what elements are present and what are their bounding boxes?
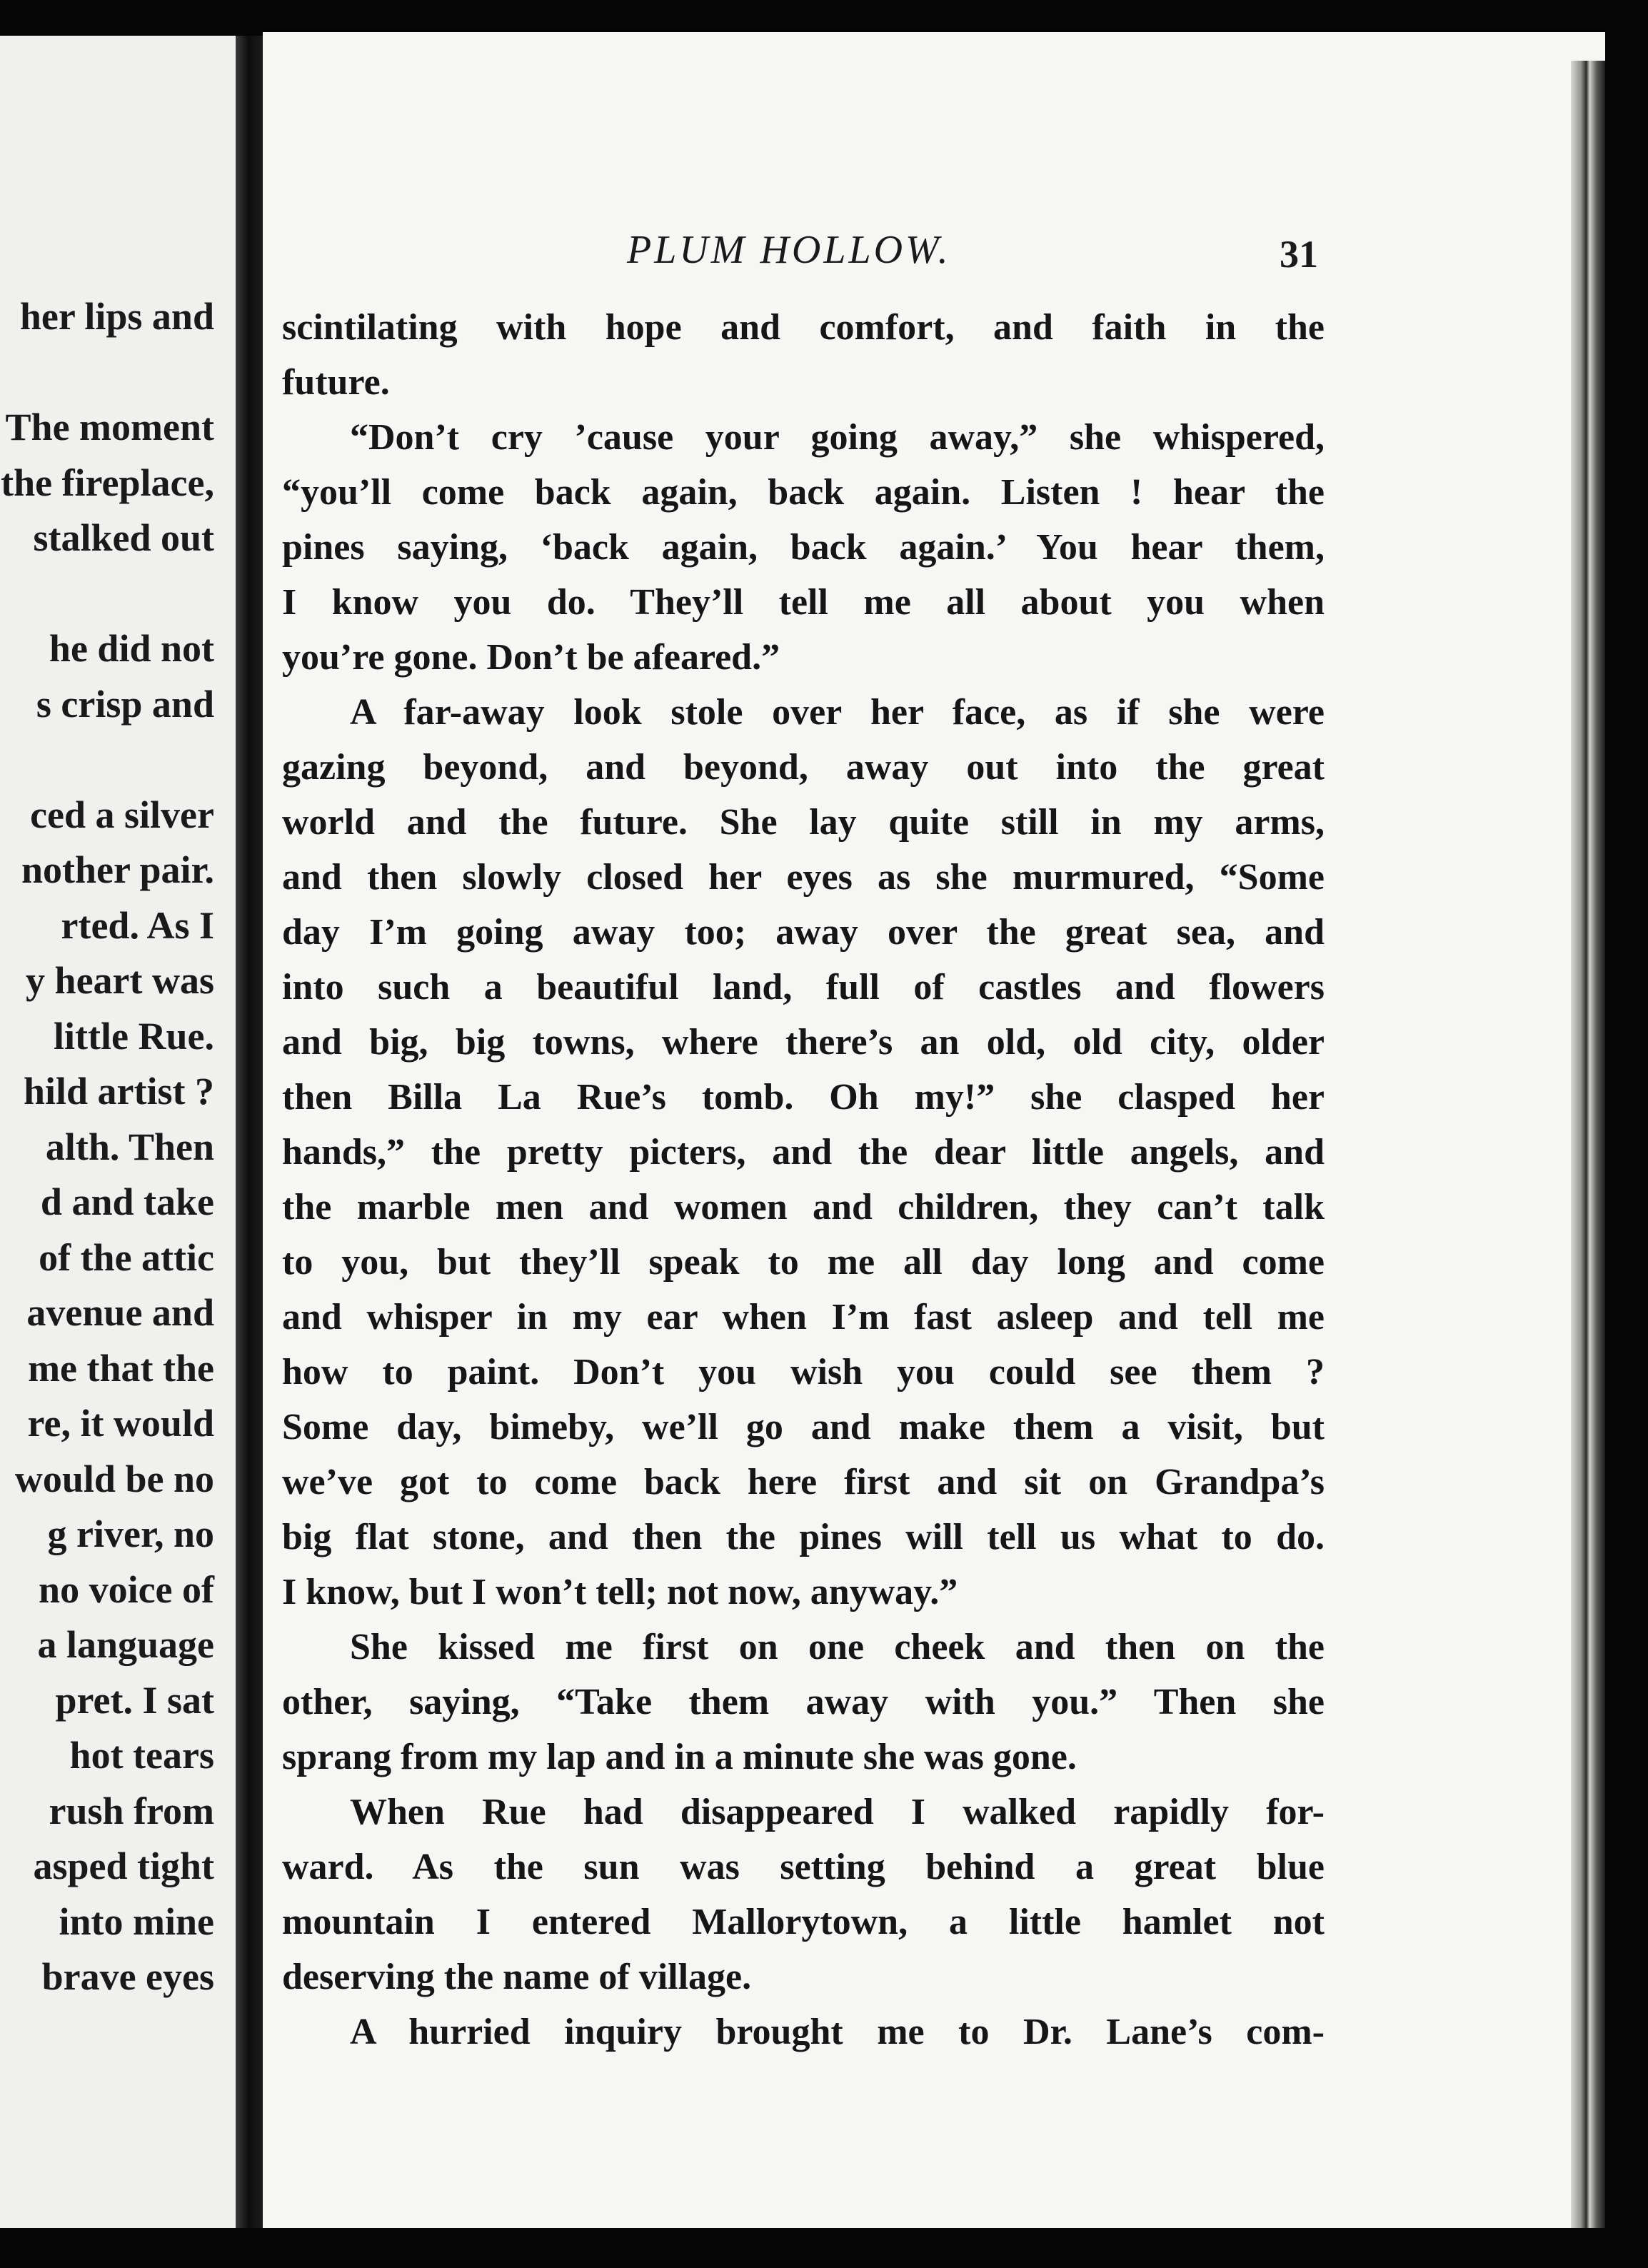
text-line: I know you do. They’ll tell me all about you when (282, 582, 1325, 623)
text-line: future. (282, 362, 390, 403)
left-page-line: a language (37, 1623, 214, 1666)
left-page-line (1, 732, 214, 788)
book-gutter (236, 36, 264, 2232)
left-page-line: stalked out (33, 516, 214, 559)
scan-right-border (1605, 0, 1648, 2268)
text-line: “you’ll come back again, back again. Listen ! hear the (282, 472, 1325, 513)
text-line: I know, but I won’t tell; not now, anyway.” (282, 1572, 958, 1612)
text-line: how to paint. Don’t you wish you could see them ? (282, 1352, 1325, 1393)
text-line: deserving the name of village. (282, 1957, 752, 1997)
left-page-line: the fireplace, (1, 461, 214, 504)
text-line: then Billa La Rue’s tomb. Oh my!” she clasped her (282, 1077, 1325, 1118)
left-page-line: re, it would (27, 1402, 214, 1445)
text-line: the marble men and women and children, they can’t talk (282, 1187, 1325, 1228)
left-page-line: d and take (40, 1180, 214, 1223)
text-line: world and the future. She lay quite still in my arms, (282, 802, 1325, 843)
left-page-line: brave eyes (41, 1955, 214, 1998)
left-page-line: her lips and (19, 295, 214, 338)
text-line: hands,” the pretty picters, and the dear little angels, and (282, 1132, 1325, 1173)
left-page-line: pret. I sat (55, 1678, 214, 1722)
left-page-line: no voice of (39, 1567, 214, 1611)
text-line: and big, big towns, where there’s an old, old city, older (282, 1022, 1325, 1063)
left-page-line (1, 345, 214, 401)
left-page-line: he did not (49, 627, 214, 670)
left-page-line: me that the (28, 1346, 214, 1390)
left-page-line: rted. As I (61, 903, 214, 947)
left-page-line (1, 566, 214, 622)
text-line: and then slowly closed her eyes as she murmured, “Some (282, 857, 1325, 898)
text-line: pines saying, ‘back again, back again.’ You hear them, (282, 527, 1325, 568)
text-line: sprang from my lap and in a minute she was gone. (282, 1737, 1077, 1777)
left-page-line: asped tight (33, 1845, 214, 1887)
left-page-line: alth. Then (45, 1125, 214, 1168)
left-page-line: would be no (14, 1457, 214, 1500)
text-line: scintilating with hope and comfort, and faith in the (282, 307, 1325, 348)
left-page-line: nother pair. (21, 848, 214, 891)
page-number: 31 (1280, 233, 1318, 276)
left-page-text (1, 289, 214, 2005)
left-page-line: The moment (5, 406, 214, 448)
left-page-line: hot tears (69, 1734, 214, 1777)
left-page-line: of the attic (39, 1235, 214, 1279)
left-page-line: into mine (59, 1900, 214, 1943)
text-line: into such a beautiful land, full of castles and flowers (282, 967, 1325, 1008)
text-line: mountain I entered Mallorytown, a little hamlet not (282, 1902, 1325, 1942)
page-body-text (282, 300, 1325, 2059)
text-line: Some day, bimeby, we’ll go and make them a visit, but (282, 1407, 1325, 1447)
text-line: to you, but they’ll speak to me all day long and come (282, 1242, 1325, 1283)
text-line: When Rue had disappeared I walked rapidly for- (350, 1792, 1325, 1832)
left-page-line: g river, no (47, 1512, 214, 1555)
left-page-line: ced a silver (30, 793, 214, 836)
left-page-line: hild artist ? (23, 1070, 214, 1113)
text-line: She kissed me first on one cheek and then on the (350, 1627, 1325, 1667)
text-line: “Don’t cry ’cause your going away,” she whispered, (350, 417, 1325, 458)
text-line: A far-away look stole over her face, as if she were (350, 692, 1325, 733)
scan-bottom-border (0, 2228, 1648, 2268)
left-page-fragment (0, 36, 236, 2232)
page-edge-stack (1571, 61, 1605, 2232)
text-line: you’re gone. Don’t be afeared.” (282, 637, 780, 678)
text-line: A hurried inquiry brought me to Dr. Lane’s com- (350, 2012, 1325, 2052)
text-line: day I’m going away too; away over the great sea, and (282, 912, 1325, 953)
text-line: ward. As the sun was setting behind a great blue (282, 1847, 1325, 1887)
left-page-line: y heart was (26, 959, 214, 1002)
text-line: big flat stone, and then the pines will tell us what to do. (282, 1517, 1325, 1557)
left-page-line: little Rue. (54, 1014, 214, 1058)
running-head: PLUM HOLLOW. (627, 228, 951, 272)
text-line: gazing beyond, and beyond, away out into the great (282, 747, 1325, 788)
left-page-line: rush from (49, 1789, 214, 1832)
left-page-line: avenue and (26, 1291, 214, 1334)
text-line: other, saying, “Take them away with you.” Then she (282, 1682, 1325, 1722)
text-line: we’ve got to come back here first and sit on Grandpa’s (282, 1462, 1325, 1502)
text-line: and whisper in my ear when I’m fast asleep and tell me (282, 1297, 1325, 1338)
left-page-line: s crisp and (36, 682, 214, 726)
